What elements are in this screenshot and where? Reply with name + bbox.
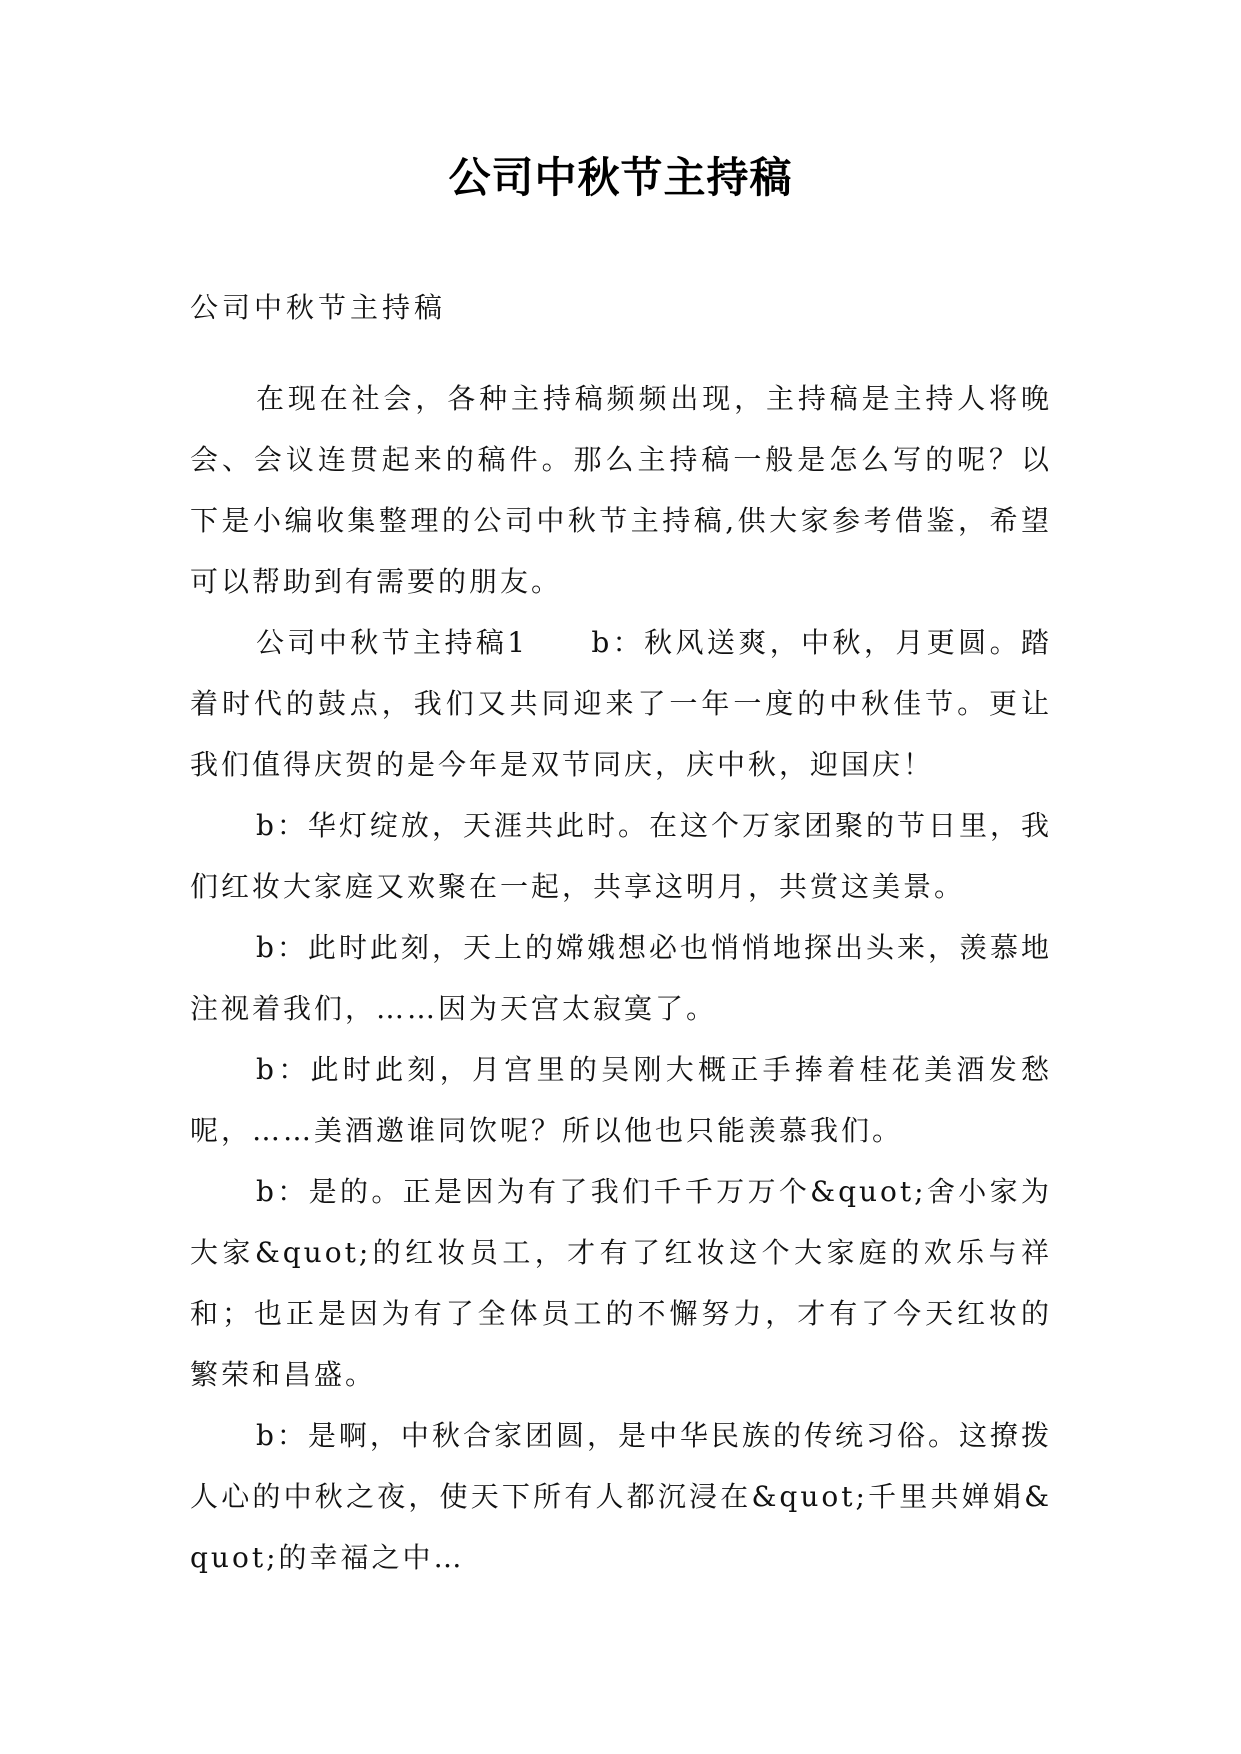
document-body — [190, 288, 1052, 1588]
paragraph: 在现在社会，各种主持稿频频出现，主持稿是主持人将晚会、会议连贯起来的稿件。那么主持稿一般是怎么写的呢？以下是小编收集整理的公司中秋节主持稿,供大家参考借鉴，希望可以帮助到有需要的朋友。 — [190, 382, 1052, 598]
paragraph: b：是的。正是因为有了我们千千万万个&quot;舍小家为大家&quot;的红妆员工，才有了红妆这个大家庭的欢乐与祥和；也正是因为有了全体员工的不懈努力，才有了今天红妆的繁荣和昌盛。 — [190, 1175, 1052, 1391]
paragraph: b：此时此刻，月宫里的吴刚大概正手捧着桂花美酒发愁呢，……美酒邀谁同饮呢？所以他也只能羡慕我们。 — [190, 1053, 1052, 1147]
paragraph: b：是啊，中秋合家团圆，是中华民族的传统习俗。这撩拨人心的中秋之夜，使天下所有人都沉浸在&quot;千里共婵娟&quot;的幸福之中… — [190, 1419, 1052, 1574]
paragraph: 公司中秋节主持稿1 b：秋风送爽，中秋，月更圆。踏着时代的鼓点，我们又共同迎来了一年一度的中秋佳节。更让我们值得庆贺的是今年是双节同庆，庆中秋，迎国庆！ — [190, 626, 1052, 781]
paragraph: b：华灯绽放，天涯共此时。在这个万家团聚的节日里，我们红妆大家庭又欢聚在一起，共享这明月，共赏这美景。 — [190, 809, 1052, 903]
document-title: 公司中秋节主持稿 — [448, 153, 793, 202]
document-subtitle: 公司中秋节主持稿 — [190, 291, 447, 324]
paragraph: b：此时此刻，天上的嫦娥想必也悄悄地探出头来，羡慕地注视着我们，……因为天宫太寂寞了。 — [190, 931, 1052, 1025]
